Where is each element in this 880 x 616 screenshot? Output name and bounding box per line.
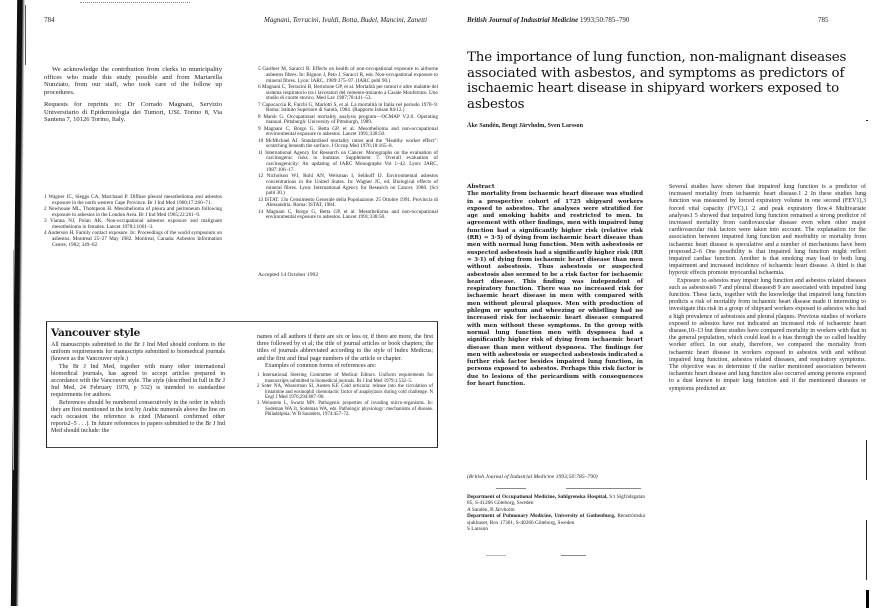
reference-item: 6 Magnani C, Terracini B, Bertolone GP, et al. Mortalità per tumori e altre malattie del sistema respiratorio tra i lavoratori del cemento-amianto a Casale Monferrato. Uno studio di coorte storico. Med Lav 1987;78:441–53.: [258, 83, 438, 102]
reference-item: 2 Newhouse ML, Thompson H. Mesothelioma of pleura and peritoneum following exposure to asbestos in the London Area. Br J Ind Med 1965;22:261–9.: [44, 205, 222, 218]
reference-item: 8 Marsh G. Occupational mortality analysis program—OCMAP V.2.0. Operating manual. Pittsburgh: University of Pittsburgh, 1989.: [258, 113, 438, 126]
box-title: Vancouver style: [51, 327, 141, 339]
reference-item: 2 Soter NA, Wasserman SI, Austen KF. Cold urticaria: release into the circulation of histamine and eosinophil chemotactic factor of anaphylaxis during cold challenge. N Engl J Med 1976;294:687–90.: [257, 384, 433, 401]
reference-item: 13 ISTAT. 13o Censimento Generale della Popolazione. 25 Ottobre 1991. Provincia di Alessandria. Roma: ISTAT, 1984.: [258, 196, 438, 209]
paragraph: names of all authors if there are six or less or, if there are more, the first three followed by et al; the title of journal articles or book chapters; the titles of journals abbreviated according to the style of Index Medicus; and the first and final page numbers of the article or chapter.: [257, 334, 433, 362]
department: Department of Pulmonary Medicine, University of Gothenburg,: [467, 513, 616, 520]
box-column: [51, 342, 225, 436]
references-list: [44, 195, 222, 249]
affiliations: [467, 494, 645, 532]
reference-item: 10 McMichael AJ. Standardised mortality ratios and the "Healthy worker effect": scratching beneath the surface. J Occup Med 1976;18:165–8.: [258, 137, 438, 150]
page-number: 784: [44, 16, 55, 24]
journal-citation: 1993;50:785–790: [578, 16, 630, 24]
abstract-text: The mortality from ischaemic heart disease was studied in a prospective cohort of 1725 shipyard workers exposed to asbestos. The analyses were stratified for age and smoking habits and restricted to men. In agreement with other findings, men with impaired lung function had a significantly higher risk (relative risk (RR) = 3·5) of dying from ischaemic heart disease than men with normal lung function. Men with asbestosis or suspected asbestosis had a significantly higher risk (RR = 3·1) of dying from ischaemic heart disease than men without asbestosis. Thus asbestosis or suspected asbestosis also seemed to be a risk factor for ischaemic heart disease. This finding was independent of respiratory function. There was no increased risk for ischaemic heart disease in men with compared with men without pleural plaques. Men with production of phlegm or sputum and wheezing or whistling had no increased risk for ischaemic heart disease compared with men without these symptoms. In the group with normal lung function men with dyspnoea had a significantly higher risk of dying from ischaemic heart disease than men without dyspnoea. The findings for men with asbestosis or suspected asbestosis indicated a further risk factor besides impaired lung function, in persons exposed to asbestos. Perhaps this risk factor is due to lesions of the pericardium with consequences for heart function.: [467, 191, 643, 388]
reference-item: 11 International Agency for Research on Cancer. Monographs on the evaluation of carcinogenic risks to humans. Supplement 7. Overall evaluation of carcinogenicity: An updating of IARC Monographs Vol 1–42. Lyon: IARC, 1987:106–17.: [258, 149, 438, 173]
reference-item: 4 Anderson H. Family contact exposure. In: Proceedings of the world symposium on asbestos. Montreal 25–27 May 1982. Montreal, Canada: Asbestos Information Centre, 1982; 349–62.: [44, 229, 222, 248]
reference-item: 3 Vianna NJ, Polan AK. Non-occupational asbestos exposure and malignant mesothelioma in females. Lancet 1978;i:1061–3.: [44, 217, 222, 230]
vancouver-style-box: [46, 321, 438, 448]
affiliated-authors: A Sandén, B Järvholm: [467, 506, 515, 513]
box-column: [257, 334, 433, 418]
page-edge-mark: [866, 120, 868, 121]
paragraph: Exposure to asbestos may impair lung function and asbestos related diseases such as asbestosis6 7 and pleural diseases8 9 are associated with impaired lung function. These facts, together with the knowledge that impaired lung function predicts a risk of mortality from ischaemic heart disease made it interesting to investigate this risk in a group of shipyard workers exposed to asbestos who had a high prevalence of asbestosis and pleural plaques. Previous studies of workers exposed to asbestos have not indicated an increased risk of ischaemic heart disease,10–13 but these studies have compared mortality in workers with that in the general population, which could lead to a bias through the so called healthy worker effect. In our study, therefore, we compared the mortality from ischaemic heart disease in workers exposed to asbestos with and without impaired lung function, asbestos related diseases, and respiratory symptoms. The objective was to determine if the earlier mentioned association between ischaemic heart disease and lung function also occurred among persons exposed to a dust known to impair lung function and if the mentioned diseases or symptoms predicted an: [669, 277, 866, 392]
page-number: 785: [818, 16, 829, 24]
accepted-date: Accepted 14 October 1992: [258, 272, 319, 278]
abstract: [467, 184, 643, 388]
right-page: [466, 0, 866, 616]
page-edge-mark: [866, 440, 867, 480]
reference-item: 14 Magnani C, Borgo G, Betta GP, et al. Mesothelioma and non-occupational environmental exposure to asbestos. Lancet 1991;338:50.: [258, 208, 438, 221]
paragraph: References should be numbered consecutively in the order in which they are first mentioned in the text by Arabic numerals above the line on each occasion the reference is cited (Manson1 confirmed other reports2–5 . . .). In future references to papers submitted to the Br J Ind Med should include: the: [51, 399, 225, 435]
article-citation: (British Journal of Industrial Medicine 1993;50:785–790): [467, 474, 598, 480]
affiliated-authors: S Larsson: [467, 526, 489, 533]
paragraph: Examples of common forms of references are:: [265, 362, 377, 369]
article-body: [669, 184, 866, 393]
page-edge-mark: [866, 590, 869, 608]
article-authors: Åke Sandén, Bengt Järvholm, Sven Larsson: [467, 122, 584, 129]
divider: [566, 488, 641, 489]
reference-item: 1 Wagner JC, Sleggs CA, Marchand P. Diffuse pleural mesothelioma and asbestos exposure in the north western Cape Province. Br J Ind Med 1960;17:260–71.: [44, 194, 222, 206]
left-page: [40, 0, 445, 616]
paragraph: The Br J Ind Med, together with many other international biomedical journals, has agreed to accept articles prepared in accordance with the Vancouver style. The style (described in full in Br J Ind Med, 24 February 1979, p 532) is intended to standardise requirements for authors.: [51, 363, 225, 399]
references-list: [258, 67, 438, 222]
page-edge-mark: [866, 520, 867, 580]
divider: [486, 555, 506, 556]
address: S:t Sigfridsgatan 85, S-41266 Göteborg, Sweden: [467, 494, 645, 507]
abstract-heading: Abstract: [467, 184, 495, 190]
paragraph: Several studies have shown that impaired lung function is a predictor of increased mortality from ischaemic heart disease.1 2 In these studies lung function was measured by forced expiratory volume in one second (FEV1),3 forced vital capacity (FVC),1 2 and peak expiratory flow.4 Multivariate analyses1 5 showed that impaired lung function remained a strong predictor of increased mortality from cardiovascular disease even when other major cardiovascular risk factors were taken into account. The explanation for the association between impaired lung function and morbidity or mortality from ischaemic heart disease is speculative and a number of mechanisms have been proposed.2–6 One possibility is that impaired lung function might reflect impaired cardiac function. Another is that smoking may lead to both lung impairment and increased incidence of ischaemic heart disease. A third is that hypoxic effects promote myocardial ischaemia.: [669, 184, 866, 277]
article-title: The importance of lung function, non-malignant diseases associated with asbestos, and symptoms as predictors of ischaemic heart disease in shipyard workers exposed to asbestos: [467, 50, 847, 112]
department: Department of Occupational Medicine, Sahlgrenska Hospital,: [467, 494, 608, 500]
journal-name: British Journal of Industrial Medicine: [467, 16, 579, 24]
reference-item: 5 Gardner M, Saracci R. Effects on health of non-occupational exposure to airborne asbestos fibres. In: Bignon J, Peto J, Saracci R, eds. Non-occupational exposure to mineral fibres. Lyon: IARC, 1989:375–97. (IARC publ 90.): [258, 66, 438, 84]
running-head-authors: Magnani, Terracini, Ivaldi, Botta, Budel, Mancini, Zanetti: [264, 16, 428, 24]
spine-edge-line: [13, 250, 14, 470]
reference-item: 1 International Steering Committee of Medical Editors. Uniform requirements for manuscripts submitted to biomedical journals. Br J Ind Med 1979;1:532–5.: [257, 373, 433, 384]
spine-edge-line: [25, 5, 26, 65]
running-head-journal: [467, 16, 629, 24]
reference-item: 12 Nicholson WJ, Rohl AN, Weisman I, Selikoff IJ. Environmental asbestos concentrations in the United States. In: Wagner JC, ed. Biological effects of mineral fibres. Lyon: International Agency for Research on Cancer, 1980. (Sci publ 30.): [258, 173, 438, 197]
example-references: [257, 373, 433, 418]
reference-item: 9 Magnani C, Borgo G, Betta GP, et al. Mesothelioma and non-occupational environmental exposure to asbestos. Lancet 1991;338:50.: [258, 125, 438, 138]
divider: [561, 555, 586, 556]
paragraph: All manuscripts submitted to the Br J Ind Med should conform to the uniform requirements for manuscripts submitted to biomedical journals (known as the Vancouver style.): [51, 342, 225, 363]
acknowledgement: We acknowledge the contribution from clerks in municipality offices who made this study possible and from Mariarella Nunziato, from our staff, who took care of the follow up procedures.: [44, 66, 222, 96]
reprint-request: Requests for reprints to: Dr Corrado Magnani, Servizio Universitario di Epidemiologia dei Tumori, USL Torino 8, Via Santena 7, 10126 Torino, Italy.: [44, 101, 222, 124]
reference-item: 7 Capocaccia R, Farchi G, Mariotti S, et al. La mortalità in Italia nel periodo 1970–9. Roma: Istituto Superiore di Sanità, 1984. (Rapporto Istisan 84/12.): [258, 101, 438, 114]
address: Renströmska sjukhuset, Box 17301, S-40266 Göteborg, Sweden: [467, 513, 646, 526]
reference-item: 3 Weinstein L, Swartz MN. Pathogenic properties of invading micro-organisms. In: Sodeman WA Jr, Sodeman WA, eds. Pathologic physiology: mechanisms of disease. Philadelphia: W B Saunders, 1974:457–72.: [257, 400, 433, 418]
divider: [496, 488, 526, 489]
